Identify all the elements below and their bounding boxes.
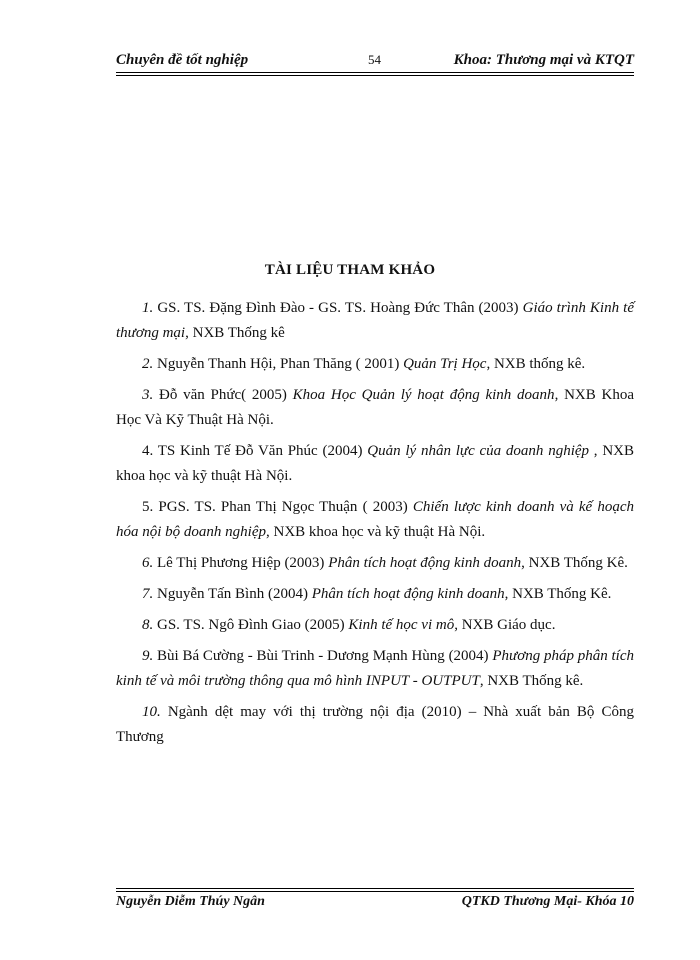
reference-authors: Nguyễn Thanh Hội, Phan Thăng ( 2001) [153, 356, 404, 372]
footer-author: Nguyễn Diễm Thúy Ngân [116, 894, 265, 909]
reference-item [116, 383, 634, 433]
reference-title: Quản Trị Học [403, 356, 487, 372]
reference-authors: GS. TS. Đặng Đình Đào - GS. TS. Hoàng Đức Thân (2003) [153, 300, 523, 316]
footer-rule [116, 888, 634, 892]
reference-publisher: , NXB khoa học và kỹ thuật Hà Nội. [116, 443, 634, 484]
page-title: TÀI LIỆU THAM KHẢO [264, 262, 436, 278]
reference-item [116, 613, 634, 638]
reference-number: 4. [142, 443, 154, 459]
reference-authors: Lê Thị Phương Hiệp (2003) [153, 555, 329, 571]
reference-number: 1. [142, 300, 154, 316]
reference-publisher: , NXB Thống Kê. [521, 555, 628, 571]
header-faculty-label: Khoa: Thương mại và KTQT [453, 52, 634, 68]
reference-number: 7. [142, 586, 154, 602]
reference-number: 6. [142, 555, 154, 571]
header-rule [116, 72, 634, 76]
reference-authors: Nguyễn Tấn Bình (2004) [153, 586, 312, 602]
reference-title: Giáo trình Kinh tế thương mại [116, 300, 634, 341]
reference-title: Khoa Học Quản lý hoạt động kinh doanh [292, 387, 555, 403]
reference-item [116, 551, 634, 576]
reference-item [116, 582, 634, 607]
reference-item [116, 495, 634, 545]
reference-number: 5. [142, 499, 154, 515]
reference-publisher: , NXB thống kê. [486, 356, 586, 372]
reference-number: 2. [142, 356, 154, 372]
reference-number: 3. [142, 387, 154, 403]
reference-number: 10. [142, 704, 161, 720]
reference-authors: Đỗ văn Phức( 2005) [153, 387, 293, 403]
reference-list [116, 296, 634, 756]
reference-title: Quản lý nhân lực của doanh nghiệp [367, 443, 590, 459]
reference-publisher: , NXB Thống kê [185, 325, 285, 341]
reference-item [116, 296, 634, 346]
reference-item [116, 439, 634, 489]
reference-number: 9. [142, 648, 154, 664]
reference-item [116, 700, 634, 750]
reference-publisher: , NXB Thống kê. [479, 673, 584, 689]
reference-authors: PGS. TS. Phan Thị Ngọc Thuận ( 2003) [153, 499, 413, 515]
reference-publisher: , NXB khoa học và kỹ thuật Hà Nội. [266, 524, 486, 540]
reference-item [116, 644, 634, 694]
reference-authors: Ngành dệt may với thị trường nội địa (2010) – Nhà xuất bản Bộ Công Thương [116, 704, 634, 745]
reference-title: Phương pháp phân tích kinh tế và môi trường thông qua mô hình INPUT - OUTPUT [116, 648, 635, 689]
page-header [116, 52, 634, 72]
reference-publisher: , NXB Thống Kê. [504, 586, 612, 602]
page-footer [116, 894, 634, 914]
reference-title: Phân tích hoạt động kinh doanh [328, 555, 522, 571]
reference-title: Phân tích hoạt động kinh doanh [311, 586, 505, 602]
reference-title: Kinh tế học vi mô [348, 617, 455, 633]
page-number: 54 [368, 52, 381, 67]
reference-authors: GS. TS. Ngô Đình Giao (2005) [153, 617, 349, 633]
footer-course: QTKD Thương Mại- Khóa 10 [461, 894, 634, 909]
reference-authors: Bùi Bá Cường - Bùi Trinh - Dương Mạnh Hùng (2004) [153, 648, 493, 664]
reference-number: 8. [142, 617, 154, 633]
reference-publisher: , NXB Khoa Học Và Kỹ Thuật Hà Nội. [116, 387, 634, 428]
reference-item [116, 352, 634, 377]
reference-authors: TS Kinh Tế Đỗ Văn Phúc (2004) [153, 443, 368, 459]
reference-publisher: , NXB Giáo dục. [454, 617, 556, 633]
header-thesis-label: Chuyên đề tốt nghiệp [116, 52, 249, 68]
reference-title: Chiến lược kinh doanh và kế hoạch hóa nội bộ doanh nghiệp [116, 499, 634, 540]
